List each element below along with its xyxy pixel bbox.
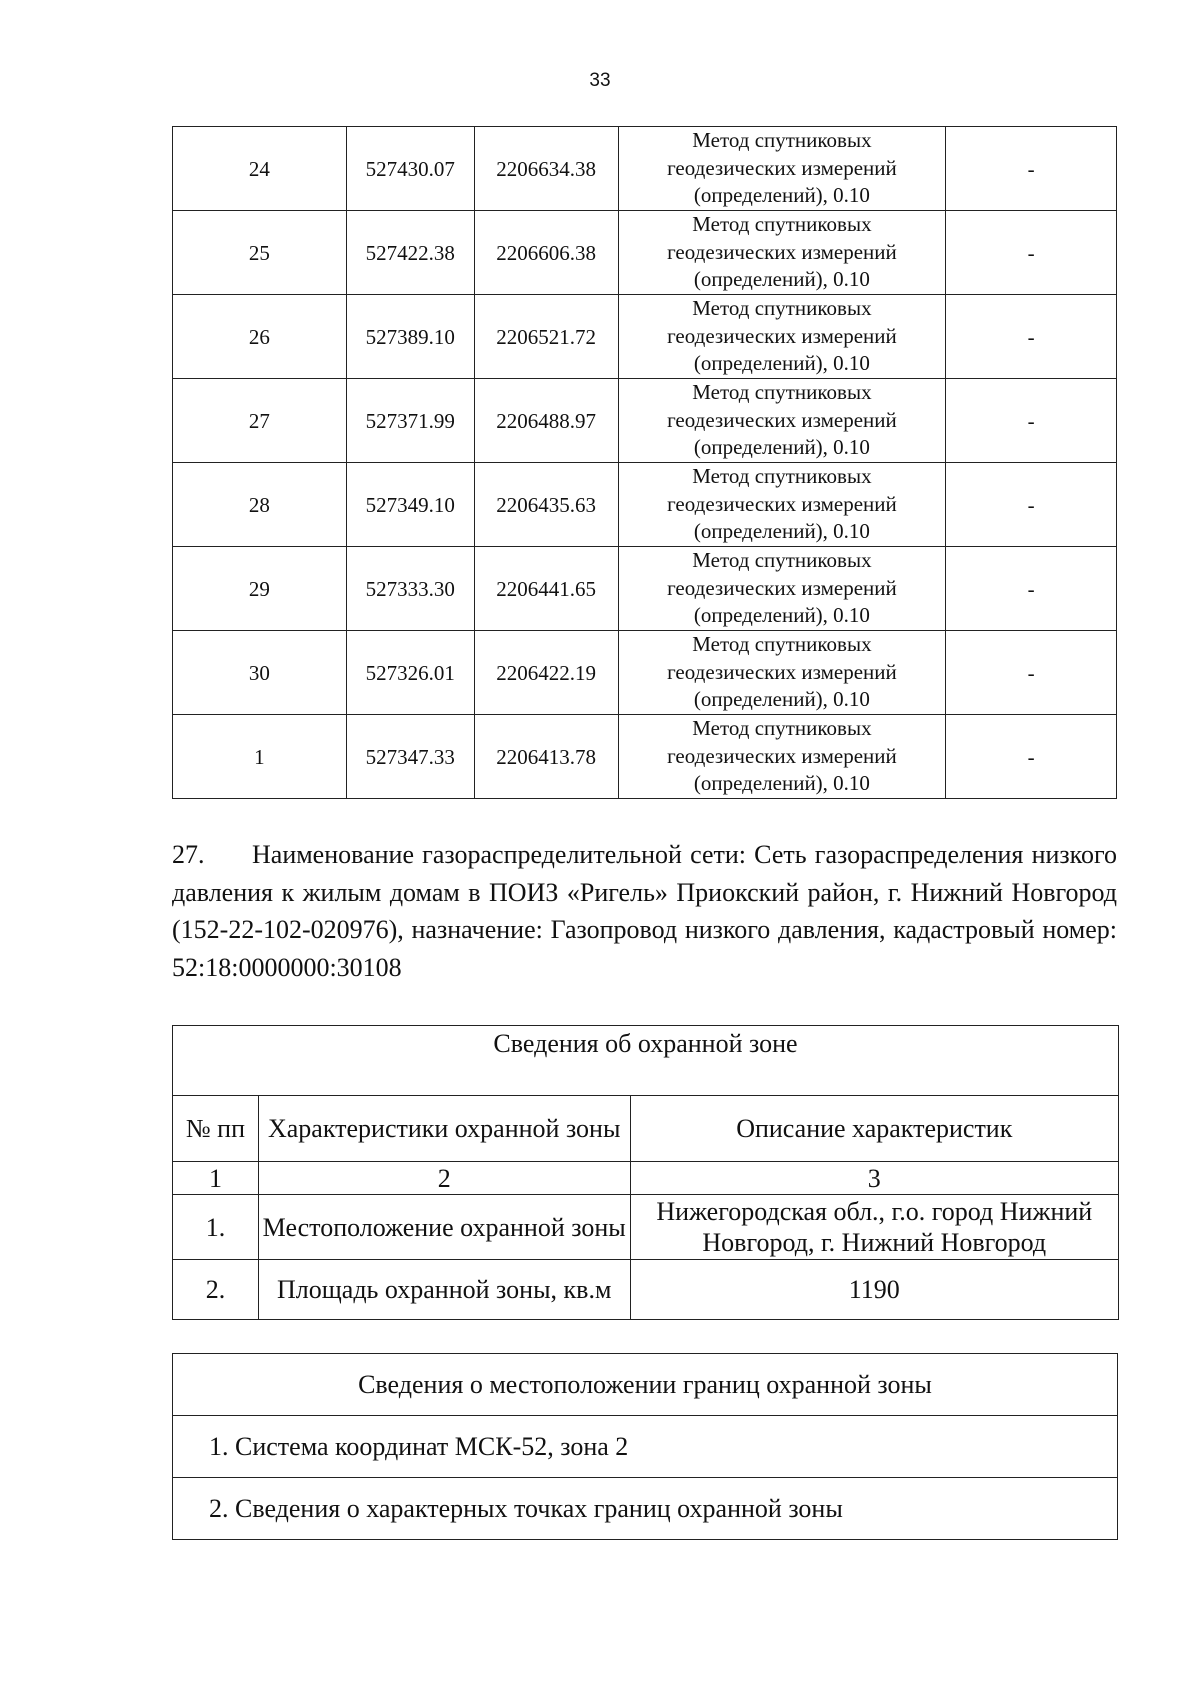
method-line: геодезических измерений <box>667 155 897 180</box>
coordinate-y: 2206413.78 <box>474 715 618 799</box>
point-description: - <box>946 295 1117 379</box>
table-row <box>173 1195 1119 1260</box>
characteristic-name: Площадь охранной зоны, кв.м <box>258 1260 630 1320</box>
column-number: 3 <box>630 1162 1118 1195</box>
point-description: - <box>946 463 1117 547</box>
protection-zone-table <box>172 1025 1119 1320</box>
point-description: - <box>946 127 1117 211</box>
point-number: 24 <box>173 127 347 211</box>
coordinate-system-item: 1. Система координат МСК-52, зона 2 <box>173 1416 1118 1478</box>
paragraph-number: 27. <box>172 840 205 869</box>
method-line: Метод спутниковых <box>692 128 872 153</box>
boundary-points-item: 2. Сведения о характерных точках границ охранной зоны <box>173 1478 1118 1540</box>
method-cell <box>618 379 946 463</box>
method-line: геодезических измерений <box>667 575 897 600</box>
coordinate-x: 527389.10 <box>346 295 474 379</box>
characteristic-name: Местоположение охранной зоны <box>258 1195 630 1260</box>
method-line: (определений), 0.10 <box>693 267 870 292</box>
row-number: 2. <box>173 1260 259 1320</box>
method-cell <box>618 547 946 631</box>
column-header-description: Описание характеристик <box>630 1096 1118 1162</box>
coordinate-x: 527333.30 <box>346 547 474 631</box>
method-line: геодезических измерений <box>667 407 897 432</box>
method-line: геодезических измерений <box>667 323 897 348</box>
coordinate-y: 2206422.19 <box>474 631 618 715</box>
point-number: 27 <box>173 379 347 463</box>
point-number: 30 <box>173 631 347 715</box>
table-row <box>173 547 1117 631</box>
zone-boundaries-table <box>172 1353 1118 1540</box>
table-row <box>173 1260 1119 1320</box>
table-row <box>173 715 1117 799</box>
coordinate-y: 2206488.97 <box>474 379 618 463</box>
method-line: (определений), 0.10 <box>693 687 870 712</box>
method-line: (определений), 0.10 <box>693 351 870 376</box>
page-number: 33 <box>589 70 611 91</box>
coordinate-x: 527430.07 <box>346 127 474 211</box>
column-number: 1 <box>173 1162 259 1195</box>
method-cell <box>618 295 946 379</box>
coordinate-x: 527371.99 <box>346 379 474 463</box>
method-line: Метод спутниковых <box>692 548 872 573</box>
table-row <box>173 295 1117 379</box>
method-cell <box>618 463 946 547</box>
method-line: Метод спутниковых <box>692 464 872 489</box>
method-line: Метод спутниковых <box>692 212 872 237</box>
method-line: (определений), 0.10 <box>693 519 870 544</box>
method-cell <box>618 715 946 799</box>
coordinate-x: 527326.01 <box>346 631 474 715</box>
coordinates-table <box>172 126 1117 799</box>
method-line: геодезических измерений <box>667 743 897 768</box>
characteristic-description: 1190 <box>630 1260 1118 1320</box>
point-number: 29 <box>173 547 347 631</box>
table-row <box>173 127 1117 211</box>
method-line: (определений), 0.10 <box>693 603 870 628</box>
zone-table-title: Сведения об охранной зоне <box>173 1026 1119 1096</box>
coordinate-y: 2206634.38 <box>474 127 618 211</box>
table-row <box>173 211 1117 295</box>
method-line: геодезических измерений <box>667 659 897 684</box>
coordinate-y: 2206606.38 <box>474 211 618 295</box>
paragraph-text: Наименование газораспределительной сети: Сеть газораспределения низкого давления к жилым домам в ПОИЗ «Ригель» Приокский район, г. Нижний Новгород (152-22-102-020976), назначение: Газопровод низкого давления, кадастровый номер: 52:18:0000000:30108 <box>172 840 1117 982</box>
column-header-characteristic: Характеристики охранной зоны <box>258 1096 630 1162</box>
coordinate-y: 2206435.63 <box>474 463 618 547</box>
point-number: 26 <box>173 295 347 379</box>
characteristic-description: Нижегородская обл., г.о. город Нижний Новгород, г. Нижний Новгород <box>630 1195 1118 1260</box>
method-line: Метод спутниковых <box>692 716 872 741</box>
boundaries-table-title: Сведения о местоположении границ охранной зоны <box>173 1354 1118 1416</box>
point-description: - <box>946 547 1117 631</box>
coordinate-x: 527349.10 <box>346 463 474 547</box>
table-row <box>173 379 1117 463</box>
method-line: Метод спутниковых <box>692 296 872 321</box>
method-line: Метод спутниковых <box>692 380 872 405</box>
coordinate-y: 2206441.65 <box>474 547 618 631</box>
method-line: (определений), 0.10 <box>693 771 870 796</box>
method-cell <box>618 631 946 715</box>
coordinate-x: 527347.33 <box>346 715 474 799</box>
table-row <box>173 463 1117 547</box>
point-description: - <box>946 379 1117 463</box>
coordinate-x: 527422.38 <box>346 211 474 295</box>
column-header-number: № пп <box>173 1096 259 1162</box>
method-line: Метод спутниковых <box>692 632 872 657</box>
table-row <box>173 631 1117 715</box>
point-number: 28 <box>173 463 347 547</box>
point-number: 1 <box>173 715 347 799</box>
method-line: геодезических измерений <box>667 491 897 516</box>
method-line: геодезических измерений <box>667 239 897 264</box>
point-number: 25 <box>173 211 347 295</box>
coordinate-y: 2206521.72 <box>474 295 618 379</box>
method-cell <box>618 211 946 295</box>
point-description: - <box>946 211 1117 295</box>
row-number: 1. <box>173 1195 259 1260</box>
point-description: - <box>946 631 1117 715</box>
method-cell <box>618 127 946 211</box>
column-number: 2 <box>258 1162 630 1195</box>
point-description: - <box>946 715 1117 799</box>
method-line: (определений), 0.10 <box>693 435 870 460</box>
method-line: (определений), 0.10 <box>693 183 870 208</box>
network-description-paragraph <box>172 836 1117 986</box>
